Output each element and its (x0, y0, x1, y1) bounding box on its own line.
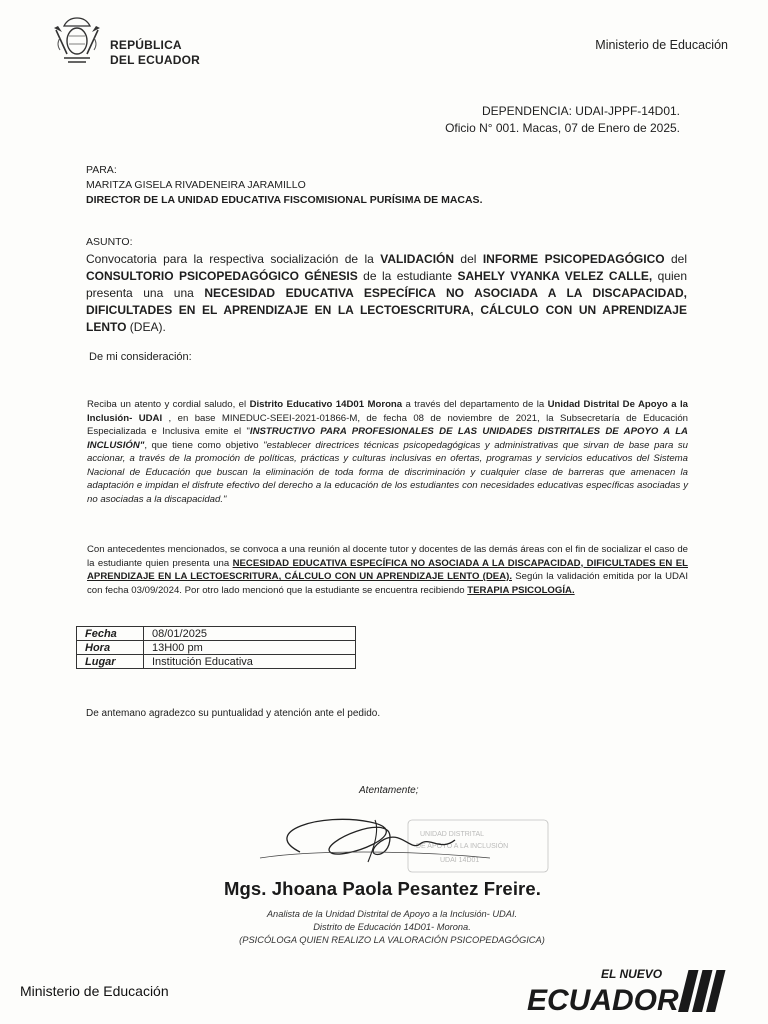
p1-text: , en base MINEDUC-SEEI-2021-01866-M, de fecha 08 de noviembre de 2021, la Subsecretaría de Educación Especializada e Inclusiva emite el " (87, 412, 688, 437)
p1-udai: Unidad Distrital De Apoyo a la Inclusión- UDAI (87, 399, 688, 424)
ministry-header: Ministerio de Educación (595, 38, 728, 52)
closing-line: De antemano agradezco su puntualidad y atención ante el pedido. (86, 708, 381, 719)
subject-text: Convocatoria para la respectiva socialización de la (86, 252, 381, 266)
subject-block (86, 234, 687, 336)
p2-therapy-underlined: TERAPIA PSICOLOGÍA. (467, 584, 575, 596)
logo-small-text: EL NUEVO (601, 967, 663, 981)
meeting-value-time: 13H00 pm (144, 641, 356, 655)
recipient-title: DIRECTOR DE LA UNIDAD EDUCATIVA FISCOMISIONAL PURÍSIMA DE MACAS. (86, 194, 483, 206)
table-row (77, 641, 356, 655)
oficio-line: Oficio N° 001. Macas, 07 de Enero de 2025. (445, 121, 680, 135)
logo-big-text: ECUADOR (527, 984, 679, 1016)
ecuador-stripes-logo-icon (523, 964, 728, 1016)
subject-label: ASUNTO: (86, 236, 133, 248)
ecuador-coat-of-arms-icon (50, 14, 104, 68)
subject-need: NECESIDAD EDUCATIVA ESPECÍFICA NO ASOCIADA A LA DISCAPACIDAD, DIFICULTADES EN EL APRENDIZAJE EN LA LECTOESCRITURA, CÁLCULO CON UN APRENDIZAJE LENTO (86, 286, 687, 334)
signer-role (212, 908, 572, 947)
p1-text: a través del departamento de la (402, 399, 548, 410)
p2-text: Con antecedentes mencionados, se convoca a una reunión al docente tutor y docentes de las demás áreas con el fin de socializar el caso de la estudiante quien presenta una (87, 544, 688, 569)
greeting: De mi consideración: (89, 351, 192, 363)
p2-need-underlined: NECESIDAD EDUCATIVA ESPECÍFICA NO ASOCIADA A LA DISCAPACIDAD, DIFICULTADES EN EL APRENDIZAJE EN LA LECTOESCRITURA, CÁLCULO CON UN APRENDIZAJE LENTO (DEA). (87, 557, 688, 582)
republic-name (110, 38, 200, 68)
meeting-label-date: Fecha (77, 627, 144, 641)
dependencia-line: DEPENDENCIA: UDAI-JPPF-14D01. (481, 104, 680, 118)
signer-name: Mgs. Jhoana Paola Pesantez Freire. (224, 878, 541, 899)
p1-text: , que tiene como objetivo (144, 439, 264, 451)
body-paragraph-1 (87, 398, 688, 506)
p1-district: Distrito Educativo 14D01 Morona (249, 399, 403, 410)
recipient-label: PARA: (86, 164, 117, 176)
signoff: Atentamente; (359, 785, 419, 796)
meeting-label-place: Lugar (77, 655, 144, 669)
recipient-block (86, 163, 482, 208)
subject-text: (DEA). (126, 320, 166, 334)
republic-line-1: REPÚBLICA (110, 38, 182, 52)
meeting-details-table (76, 626, 356, 669)
signature-with-stamp (240, 792, 580, 892)
subject-text: del (664, 252, 688, 266)
p1-objective-quote: "establecer directrices técnicas psicopedagógicas y administrativas que sirvan de base para su accionar, a través de la promoción de políticas, prácticas y culturas inclusivas en ofertas, programas y servicios educativos del Sistema Nacional de Educación que buscan la eliminación de toda forma de discriminación y cualquier clase de barreras que amenacen la adaptación e impidan el disfrute efectivo del derecho a la educación de los estudiantes con necesidades educativas específicas asociadas y no asociadas a la discapacidad." (87, 439, 688, 505)
p1-instructive: INSTRUCTIVO PARA PROFESIONALES DE LAS UNIDADES DISTRITALES DE APOYO A LA INCLUSIÓN" (87, 426, 688, 451)
subject-text: quien presenta una una (86, 269, 688, 300)
subject-text: de la estudiante (357, 269, 458, 283)
recipient-name: MARITZA GISELA RIVADENEIRA JARAMILLO (86, 179, 306, 191)
subject-validation: VALIDACIÓN (380, 252, 455, 266)
meeting-value-date: 08/01/2025 (144, 627, 356, 641)
stamp-line-3: UDAI 14D01 (440, 857, 480, 864)
ministry-footer: Ministerio de Educación (20, 983, 169, 999)
reference-block (445, 103, 680, 137)
republic-line-2: DEL ECUADOR (110, 53, 200, 67)
meeting-label-time: Hora (77, 641, 144, 655)
subject-text: del (454, 252, 483, 266)
stamp-line-2: DE APOYO A LA INCLUSIÓN (416, 843, 509, 850)
stamp-line-1: UNIDAD DISTRITAL (420, 831, 485, 838)
signer-role-line-3: (PSICÓLOGA QUIEN REALIZO LA VALORACIÓN PSICOPEDAGÓGICA) (239, 935, 545, 945)
subject-report: INFORME PSICOPEDAGÓGICO (482, 252, 665, 266)
table-row (77, 655, 356, 669)
subject-clinic: CONSULTORIO PSICOPEDAGÓGICO GÉNESIS (86, 269, 358, 283)
body-paragraph-2 (87, 543, 688, 597)
table-row (77, 627, 356, 641)
meeting-value-place: Institución Educativa (144, 655, 356, 669)
subject-student: SAHELY VYANKA VELEZ CALLE, (457, 269, 653, 283)
signer-role-line-2: Distrito de Educación 14D01- Morona. (313, 922, 471, 932)
p1-text: Reciba un atento y cordial saludo, el (87, 399, 250, 410)
signer-role-line-1: Analista de la Unidad Distrital de Apoyo a la Inclusión- UDAI. (266, 909, 518, 919)
p2-text: Según la validación emitida por la UDAI con fecha 03/09/2024. Por otro lado mencionó que la estudiante se encuentra recibiendo (87, 571, 688, 596)
